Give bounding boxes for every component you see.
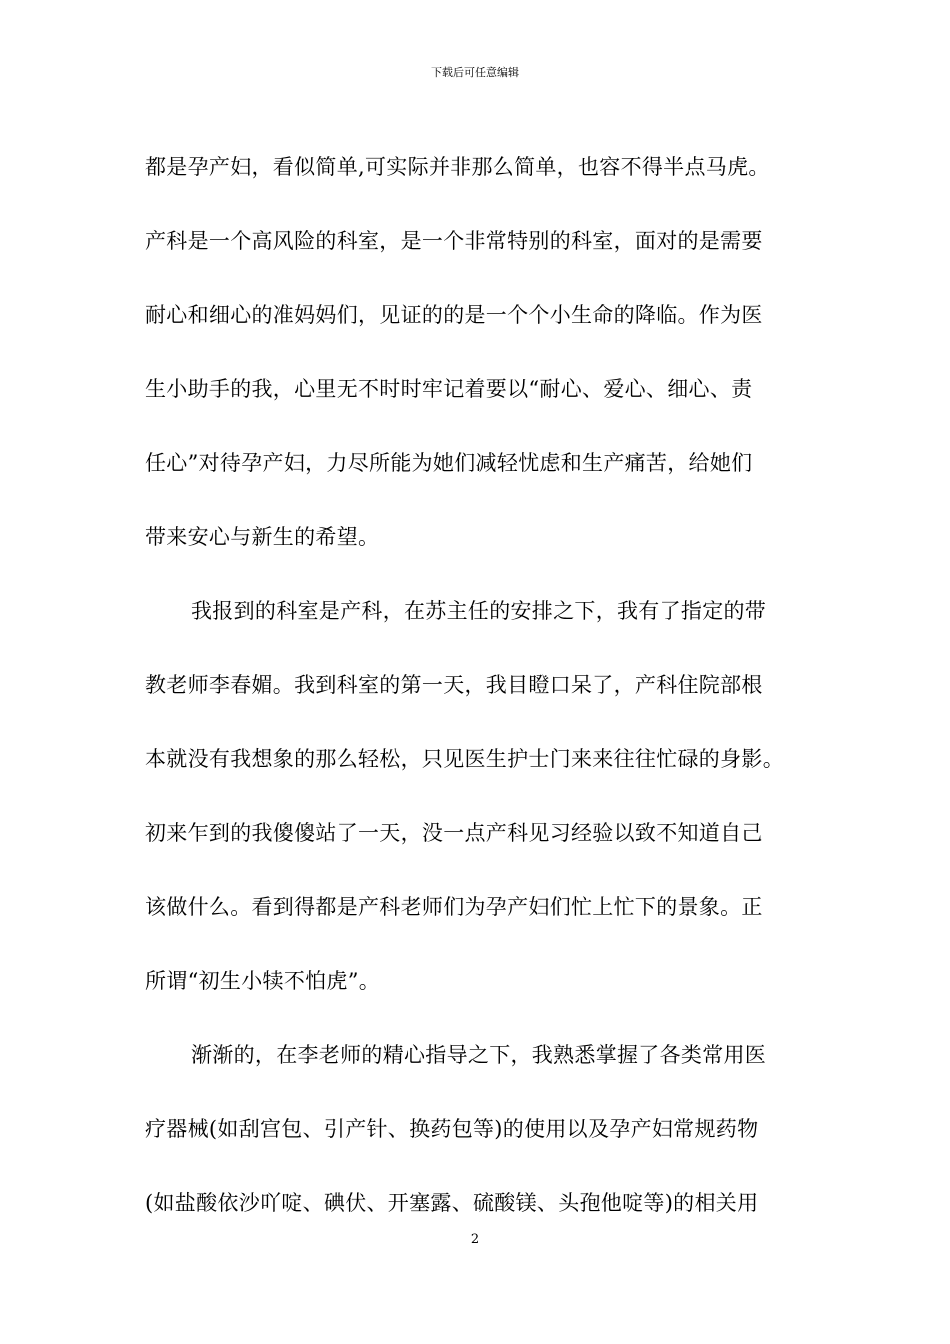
text-line: 任心”对待孕产妇，力尽所能为她们减轻忧虑和生产痛苦，给她们 <box>145 451 753 475</box>
paragraph-first-line: 我报到的科室是产科，在苏主任的安排之下，我有了指定的带 <box>191 599 767 623</box>
text-line: 所谓“初生小犊不怕虎”。 <box>145 969 381 993</box>
text-line: 初来乍到的我傻傻站了一天，没一点产科见习经验以致不知道自己 <box>145 821 763 845</box>
text-line: 都是孕产妇，看似简单,可实际并非那么简单，也容不得半点马虎。 <box>145 155 770 179</box>
body-text <box>145 130 815 1240</box>
text-line: 该做什么。看到得都是产科老师们为孕产妇们忙上忙下的景象。正 <box>145 895 763 919</box>
text-line: 耐心和细心的准妈妈们，见证的的是一个个小生命的降临。作为医 <box>145 303 763 327</box>
paragraph-first-line: 渐渐的，在李老师的精心指导之下，我熟悉掌握了各类常用医 <box>191 1043 767 1067</box>
text-line: 疗器械(如刮宫包、引产针、换药包等)的使用以及孕产妇常规药物 <box>145 1117 759 1141</box>
text-line: 生小助手的我，心里无不时时牢记着要以“耐心、爱心、细心、责 <box>145 377 753 401</box>
page-header: 下载后可任意编辑 <box>431 66 519 79</box>
text-line: 产科是一个高风险的科室，是一个非常特别的科室，面对的是需要 <box>145 229 763 253</box>
text-line: 带来安心与新生的希望。 <box>145 525 380 549</box>
text-line: 本就没有我想象的那么轻松，只见医生护士门来来往往忙碌的身影。 <box>145 747 784 771</box>
text-line: (如盐酸依沙吖啶、碘伏、开塞露、硫酸镁、头孢他啶等)的相关用 <box>145 1191 759 1215</box>
page-number: 2 <box>470 1232 480 1247</box>
text-line: 教老师李春媚。我到科室的第一天，我目瞪口呆了，产科住院部根 <box>145 673 763 697</box>
